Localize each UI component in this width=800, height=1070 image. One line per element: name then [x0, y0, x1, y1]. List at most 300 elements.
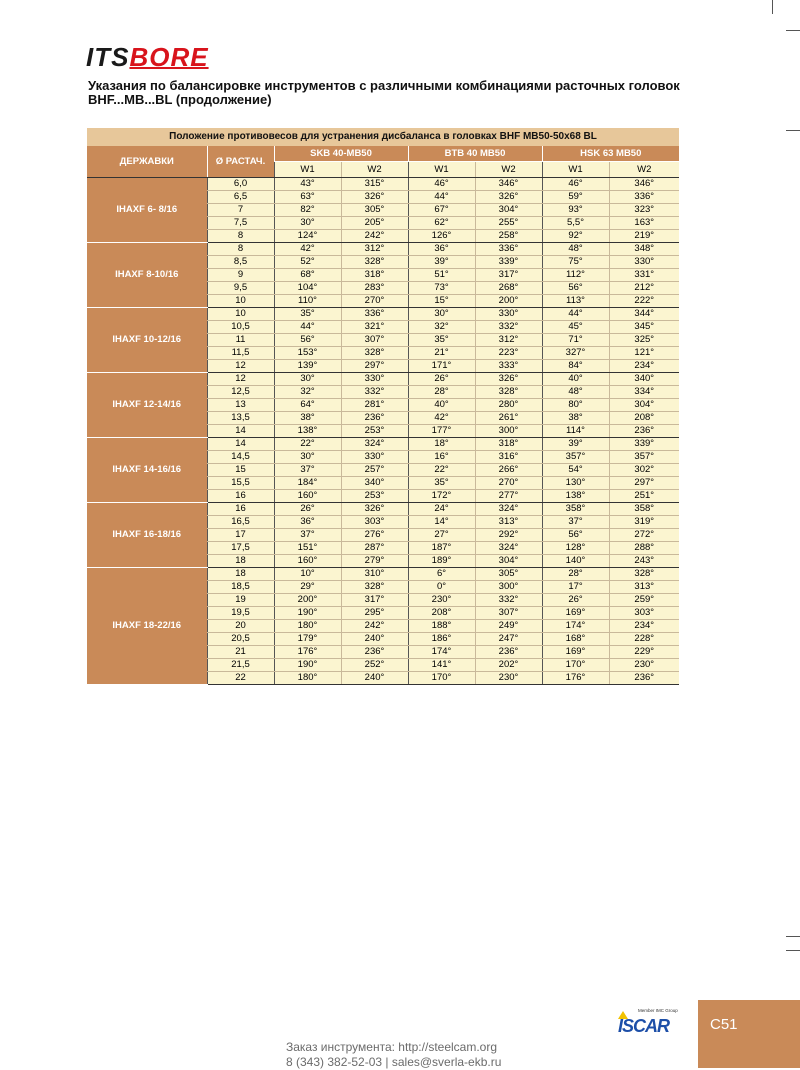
angle-cell: 39° — [408, 256, 475, 269]
angle-cell: 346° — [609, 178, 679, 191]
angle-cell: 281° — [341, 399, 408, 412]
angle-cell: 357° — [542, 451, 609, 464]
angle-cell: 56° — [542, 529, 609, 542]
angle-cell: 230° — [408, 594, 475, 607]
diameter-cell: 17 — [207, 529, 274, 542]
diameter-cell: 18 — [207, 555, 274, 568]
angle-cell: 208° — [609, 412, 679, 425]
angle-cell: 288° — [609, 542, 679, 555]
angle-cell: 326° — [341, 503, 408, 516]
angle-cell: 138° — [542, 490, 609, 503]
angle-cell: 327° — [542, 347, 609, 360]
angle-cell: 35° — [408, 477, 475, 490]
angle-cell: 43° — [274, 178, 341, 191]
angle-cell: 170° — [408, 672, 475, 685]
angle-cell: 93° — [542, 204, 609, 217]
header-w2: W2 — [475, 162, 542, 178]
angle-cell: 307° — [341, 334, 408, 347]
angle-cell: 172° — [408, 490, 475, 503]
angle-cell: 113° — [542, 295, 609, 308]
angle-cell: 187° — [408, 542, 475, 555]
angle-cell: 170° — [542, 659, 609, 672]
angle-cell: 236° — [341, 412, 408, 425]
table-row — [87, 568, 679, 581]
angle-cell: 326° — [475, 373, 542, 386]
diameter-cell: 20,5 — [207, 633, 274, 646]
angle-cell: 6° — [408, 568, 475, 581]
angle-cell: 153° — [274, 347, 341, 360]
angle-cell: 39° — [542, 438, 609, 451]
angle-cell: 236° — [609, 425, 679, 438]
angle-cell: 332° — [475, 594, 542, 607]
angle-cell: 139° — [274, 360, 341, 373]
diameter-cell: 8 — [207, 230, 274, 243]
angle-cell: 295° — [341, 607, 408, 620]
angle-cell: 176° — [542, 672, 609, 685]
angle-cell: 319° — [609, 516, 679, 529]
table-row — [87, 308, 679, 321]
balancing-table — [87, 128, 679, 685]
table-row — [87, 178, 679, 191]
angle-cell: 251° — [609, 490, 679, 503]
angle-cell: 5,5° — [542, 217, 609, 230]
table-row — [87, 503, 679, 516]
diameter-cell: 9 — [207, 269, 274, 282]
angle-cell: 312° — [341, 243, 408, 256]
header-adapter: HSK 63 MB50 — [542, 146, 679, 162]
angle-cell: 138° — [274, 425, 341, 438]
angle-cell: 312° — [475, 334, 542, 347]
diameter-cell: 18,5 — [207, 581, 274, 594]
angle-cell: 332° — [341, 386, 408, 399]
holder-cell: IHAXF 14-16/16 — [87, 438, 207, 503]
diameter-cell: 12 — [207, 373, 274, 386]
angle-cell: 141° — [408, 659, 475, 672]
angle-cell: 257° — [341, 464, 408, 477]
angle-cell: 304° — [475, 204, 542, 217]
diameter-cell: 16 — [207, 490, 274, 503]
header-diameter: Ø РАСТАЧ. — [207, 146, 274, 178]
angle-cell: 29° — [274, 581, 341, 594]
angle-cell: 255° — [475, 217, 542, 230]
angle-cell: 212° — [609, 282, 679, 295]
diameter-cell: 10 — [207, 308, 274, 321]
angle-cell: 171° — [408, 360, 475, 373]
angle-cell: 190° — [274, 607, 341, 620]
diameter-cell: 10,5 — [207, 321, 274, 334]
angle-cell: 10° — [274, 568, 341, 581]
angle-cell: 303° — [341, 516, 408, 529]
angle-cell: 30° — [274, 217, 341, 230]
footer — [286, 1040, 501, 1070]
holder-cell: IHAXF 10-12/16 — [87, 308, 207, 373]
angle-cell: 24° — [408, 503, 475, 516]
angle-cell: 44° — [542, 308, 609, 321]
angle-cell: 236° — [341, 646, 408, 659]
angle-cell: 270° — [475, 477, 542, 490]
angle-cell: 22° — [408, 464, 475, 477]
angle-cell: 26° — [408, 373, 475, 386]
angle-cell: 35° — [408, 334, 475, 347]
angle-cell: 186° — [408, 633, 475, 646]
diameter-cell: 14 — [207, 425, 274, 438]
angle-cell: 230° — [475, 672, 542, 685]
angle-cell: 36° — [274, 516, 341, 529]
holder-cell: IHAXF 8-10/16 — [87, 243, 207, 308]
angle-cell: 37° — [274, 529, 341, 542]
header-w2: W2 — [609, 162, 679, 178]
angle-cell: 200° — [274, 594, 341, 607]
angle-cell: 92° — [542, 230, 609, 243]
angle-cell: 272° — [609, 529, 679, 542]
table-row — [87, 243, 679, 256]
diameter-cell: 11 — [207, 334, 274, 347]
angle-cell: 48° — [542, 386, 609, 399]
crop-mark — [786, 30, 800, 31]
header-adapter: BTB 40 MB50 — [408, 146, 542, 162]
header-w1: W1 — [542, 162, 609, 178]
angle-cell: 339° — [609, 438, 679, 451]
diameter-cell: 20 — [207, 620, 274, 633]
header-w1: W1 — [274, 162, 341, 178]
angle-cell: 40° — [542, 373, 609, 386]
crop-mark — [786, 936, 800, 937]
angle-cell: 313° — [609, 581, 679, 594]
crop-mark — [772, 0, 773, 14]
angle-cell: 328° — [341, 581, 408, 594]
angle-cell: 75° — [542, 256, 609, 269]
angle-cell: 268° — [475, 282, 542, 295]
header-holder: ДЕРЖАВКИ — [87, 146, 207, 178]
page-number: C51 — [710, 1016, 738, 1033]
angle-cell: 323° — [609, 204, 679, 217]
angle-cell: 302° — [609, 464, 679, 477]
footer-contacts[interactable]: 8 (343) 382-52-03 | sales@sverla-ekb.ru — [286, 1055, 502, 1069]
angle-cell: 104° — [274, 282, 341, 295]
angle-cell: 42° — [274, 243, 341, 256]
angle-cell: 258° — [475, 230, 542, 243]
angle-cell: 63° — [274, 191, 341, 204]
angle-cell: 300° — [475, 581, 542, 594]
diameter-cell: 19 — [207, 594, 274, 607]
table-body — [87, 178, 679, 685]
angle-cell: 253° — [341, 425, 408, 438]
angle-cell: 340° — [341, 477, 408, 490]
page-title: Указания по балансировке инструментов с различными комбинациями расточных головок BHF...MB...BL (продолжение) — [88, 78, 680, 107]
angle-cell: 358° — [542, 503, 609, 516]
footer-order-link[interactable]: Заказ инструмента: http://steelcam.org — [286, 1040, 498, 1054]
angle-cell: 303° — [609, 607, 679, 620]
diameter-cell: 13 — [207, 399, 274, 412]
angle-cell: 297° — [609, 477, 679, 490]
angle-cell: 228° — [609, 633, 679, 646]
logo-bore-text: BORE — [129, 42, 209, 72]
angle-cell: 62° — [408, 217, 475, 230]
angle-cell: 174° — [408, 646, 475, 659]
angle-cell: 283° — [341, 282, 408, 295]
holder-cell: IHAXF 16-18/16 — [87, 503, 207, 568]
angle-cell: 15° — [408, 295, 475, 308]
angle-cell: 357° — [609, 451, 679, 464]
angle-cell: 321° — [341, 321, 408, 334]
angle-cell: 28° — [408, 386, 475, 399]
angle-cell: 36° — [408, 243, 475, 256]
angle-cell: 315° — [341, 178, 408, 191]
angle-cell: 30° — [274, 451, 341, 464]
angle-cell: 177° — [408, 425, 475, 438]
angle-cell: 334° — [609, 386, 679, 399]
angle-cell: 202° — [475, 659, 542, 672]
angle-cell: 140° — [542, 555, 609, 568]
angle-cell: 205° — [341, 217, 408, 230]
header-adapter: SKB 40-MB50 — [274, 146, 408, 162]
angle-cell: 38° — [542, 412, 609, 425]
angle-cell: 121° — [609, 347, 679, 360]
angle-cell: 219° — [609, 230, 679, 243]
angle-cell: 151° — [274, 542, 341, 555]
angle-cell: 328° — [341, 256, 408, 269]
angle-cell: 82° — [274, 204, 341, 217]
angle-cell: 259° — [609, 594, 679, 607]
diameter-cell: 14 — [207, 438, 274, 451]
angle-cell: 51° — [408, 269, 475, 282]
angle-cell: 340° — [609, 373, 679, 386]
angle-cell: 22° — [274, 438, 341, 451]
angle-cell: 48° — [542, 243, 609, 256]
angle-cell: 234° — [609, 620, 679, 633]
angle-cell: 313° — [475, 516, 542, 529]
diameter-cell: 11,5 — [207, 347, 274, 360]
angle-cell: 328° — [475, 386, 542, 399]
angle-cell: 280° — [475, 399, 542, 412]
angle-cell: 28° — [542, 568, 609, 581]
itsbore-logo — [86, 44, 209, 70]
angle-cell: 242° — [341, 230, 408, 243]
angle-cell: 160° — [274, 555, 341, 568]
angle-cell: 208° — [408, 607, 475, 620]
angle-cell: 110° — [274, 295, 341, 308]
diameter-cell: 13,5 — [207, 412, 274, 425]
angle-cell: 261° — [475, 412, 542, 425]
angle-cell: 240° — [341, 633, 408, 646]
angle-cell: 222° — [609, 295, 679, 308]
holder-cell: IHAXF 6- 8/16 — [87, 178, 207, 243]
angle-cell: 0° — [408, 581, 475, 594]
crop-mark — [786, 950, 800, 951]
angle-cell: 292° — [475, 529, 542, 542]
angle-cell: 169° — [542, 646, 609, 659]
angle-cell: 333° — [475, 360, 542, 373]
angle-cell: 348° — [609, 243, 679, 256]
angle-cell: 328° — [609, 568, 679, 581]
angle-cell: 189° — [408, 555, 475, 568]
angle-cell: 179° — [274, 633, 341, 646]
header-w2: W2 — [341, 162, 408, 178]
diameter-cell: 19,5 — [207, 607, 274, 620]
angle-cell: 71° — [542, 334, 609, 347]
diameter-cell: 7,5 — [207, 217, 274, 230]
angle-cell: 344° — [609, 308, 679, 321]
angle-cell: 316° — [475, 451, 542, 464]
diameter-cell: 17,5 — [207, 542, 274, 555]
table-row — [87, 438, 679, 451]
angle-cell: 345° — [609, 321, 679, 334]
angle-cell: 163° — [609, 217, 679, 230]
angle-cell: 243° — [609, 555, 679, 568]
angle-cell: 126° — [408, 230, 475, 243]
angle-cell: 168° — [542, 633, 609, 646]
angle-cell: 324° — [475, 503, 542, 516]
diameter-cell: 16,5 — [207, 516, 274, 529]
angle-cell: 236° — [609, 672, 679, 685]
diameter-cell: 8,5 — [207, 256, 274, 269]
angle-cell: 317° — [341, 594, 408, 607]
angle-cell: 64° — [274, 399, 341, 412]
angle-cell: 44° — [408, 191, 475, 204]
angle-cell: 326° — [475, 191, 542, 204]
angle-cell: 38° — [274, 412, 341, 425]
angle-cell: 223° — [475, 347, 542, 360]
table-caption: Положение противовесов для устранения дисбаланса в головках BHF MB50-50x68 BL — [87, 128, 679, 146]
angle-cell: 318° — [341, 269, 408, 282]
diameter-cell: 12,5 — [207, 386, 274, 399]
diameter-cell: 18 — [207, 568, 274, 581]
angle-cell: 30° — [274, 373, 341, 386]
angle-cell: 330° — [475, 308, 542, 321]
angle-cell: 236° — [475, 646, 542, 659]
angle-cell: 200° — [475, 295, 542, 308]
angle-cell: 270° — [341, 295, 408, 308]
diameter-cell: 21 — [207, 646, 274, 659]
angle-cell: 324° — [475, 542, 542, 555]
table-row — [87, 373, 679, 386]
angle-cell: 304° — [475, 555, 542, 568]
iscar-member-text: Member IMC Group — [638, 1008, 678, 1013]
diameter-cell: 22 — [207, 672, 274, 685]
angle-cell: 169° — [542, 607, 609, 620]
angle-cell: 26° — [542, 594, 609, 607]
diameter-cell: 14,5 — [207, 451, 274, 464]
angle-cell: 358° — [609, 503, 679, 516]
angle-cell: 45° — [542, 321, 609, 334]
angle-cell: 184° — [274, 477, 341, 490]
angle-cell: 180° — [274, 672, 341, 685]
diameter-cell: 10 — [207, 295, 274, 308]
angle-cell: 130° — [542, 477, 609, 490]
angle-cell: 40° — [408, 399, 475, 412]
angle-cell: 160° — [274, 490, 341, 503]
angle-cell: 297° — [341, 360, 408, 373]
angle-cell: 114° — [542, 425, 609, 438]
angle-cell: 21° — [408, 347, 475, 360]
angle-cell: 37° — [274, 464, 341, 477]
angle-cell: 276° — [341, 529, 408, 542]
angle-cell: 26° — [274, 503, 341, 516]
diameter-cell: 6,5 — [207, 191, 274, 204]
iscar-wordmark: ISCAR — [618, 1016, 670, 1036]
angle-cell: 330° — [341, 373, 408, 386]
angle-cell: 326° — [341, 191, 408, 204]
angle-cell: 16° — [408, 451, 475, 464]
diameter-cell: 15 — [207, 464, 274, 477]
diameter-cell: 7 — [207, 204, 274, 217]
angle-cell: 339° — [475, 256, 542, 269]
holder-cell: IHAXF 12-14/16 — [87, 373, 207, 438]
angle-cell: 27° — [408, 529, 475, 542]
angle-cell: 35° — [274, 308, 341, 321]
angle-cell: 331° — [609, 269, 679, 282]
angle-cell: 180° — [274, 620, 341, 633]
angle-cell: 240° — [341, 672, 408, 685]
angle-cell: 176° — [274, 646, 341, 659]
diameter-cell: 8 — [207, 243, 274, 256]
diameter-cell: 6,0 — [207, 178, 274, 191]
angle-cell: 44° — [274, 321, 341, 334]
angle-cell: 56° — [542, 282, 609, 295]
angle-cell: 68° — [274, 269, 341, 282]
angle-cell: 305° — [475, 568, 542, 581]
angle-cell: 266° — [475, 464, 542, 477]
angle-cell: 249° — [475, 620, 542, 633]
angle-cell: 336° — [341, 308, 408, 321]
angle-cell: 42° — [408, 412, 475, 425]
angle-cell: 128° — [542, 542, 609, 555]
angle-cell: 330° — [609, 256, 679, 269]
angle-cell: 174° — [542, 620, 609, 633]
angle-cell: 112° — [542, 269, 609, 282]
angle-cell: 332° — [475, 321, 542, 334]
angle-cell: 80° — [542, 399, 609, 412]
angle-cell: 46° — [408, 178, 475, 191]
angle-cell: 59° — [542, 191, 609, 204]
angle-cell: 336° — [475, 243, 542, 256]
iscar-logo — [618, 1008, 682, 1036]
header-w1: W1 — [408, 162, 475, 178]
angle-cell: 242° — [341, 620, 408, 633]
angle-cell: 67° — [408, 204, 475, 217]
angle-cell: 188° — [408, 620, 475, 633]
angle-cell: 18° — [408, 438, 475, 451]
angle-cell: 252° — [341, 659, 408, 672]
angle-cell: 330° — [341, 451, 408, 464]
angle-cell: 318° — [475, 438, 542, 451]
angle-cell: 304° — [609, 399, 679, 412]
angle-cell: 52° — [274, 256, 341, 269]
angle-cell: 247° — [475, 633, 542, 646]
angle-cell: 317° — [475, 269, 542, 282]
angle-cell: 14° — [408, 516, 475, 529]
angle-cell: 124° — [274, 230, 341, 243]
angle-cell: 310° — [341, 568, 408, 581]
diameter-cell: 21,5 — [207, 659, 274, 672]
angle-cell: 328° — [341, 347, 408, 360]
angle-cell: 17° — [542, 581, 609, 594]
angle-cell: 46° — [542, 178, 609, 191]
logo-its-text: ITS — [86, 42, 130, 72]
angle-cell: 253° — [341, 490, 408, 503]
angle-cell: 32° — [408, 321, 475, 334]
angle-cell: 336° — [609, 191, 679, 204]
angle-cell: 305° — [341, 204, 408, 217]
angle-cell: 325° — [609, 334, 679, 347]
angle-cell: 307° — [475, 607, 542, 620]
angle-cell: 73° — [408, 282, 475, 295]
angle-cell: 30° — [408, 308, 475, 321]
angle-cell: 279° — [341, 555, 408, 568]
angle-cell: 346° — [475, 178, 542, 191]
angle-cell: 229° — [609, 646, 679, 659]
angle-cell: 300° — [475, 425, 542, 438]
